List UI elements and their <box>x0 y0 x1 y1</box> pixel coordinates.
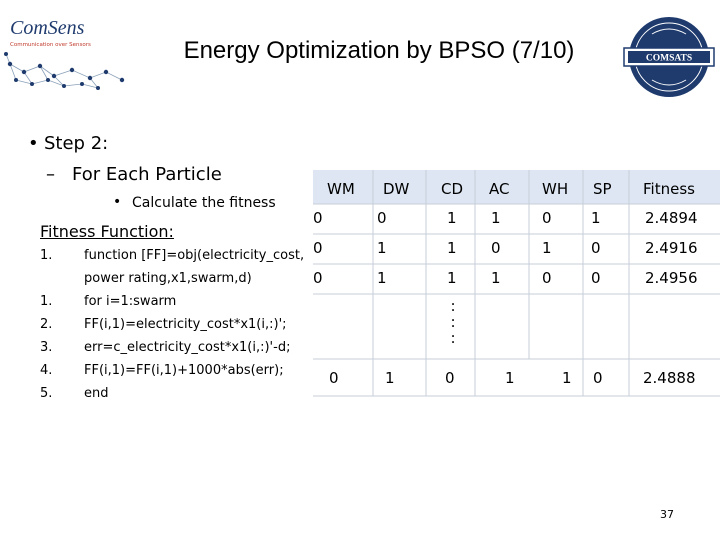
slide-title: Energy Optimization by BPSO (7/10) <box>183 37 575 64</box>
table-cell: 1 <box>542 239 552 257</box>
dash-icon: – <box>46 164 55 185</box>
table-cell: 2.4916 <box>645 239 698 257</box>
code-line-number: 1. <box>40 248 53 263</box>
page-number: 37 <box>660 508 674 521</box>
ellipsis-mark: : <box>450 297 456 315</box>
table-cell: 0 <box>593 369 603 387</box>
particle-table <box>313 170 720 400</box>
step-bullet-item <box>28 133 109 154</box>
table-cell: 1 <box>447 269 457 287</box>
table-cell: 1 <box>491 209 501 227</box>
table-cell: 1 <box>377 239 387 257</box>
code-line: for i=1:swarm <box>84 294 177 309</box>
code-line-number: 4. <box>40 363 53 378</box>
sub-label: For Each Particle <box>72 164 222 185</box>
code-line-number: 2. <box>40 317 53 332</box>
subsub-bullet-item <box>113 194 276 211</box>
table-header-cell: WM <box>327 180 355 198</box>
bullet-icon: • <box>28 133 39 154</box>
table-cell: 0 <box>491 239 501 257</box>
table-cell: 0 <box>313 269 323 287</box>
ellipsis-mark: : <box>450 329 456 347</box>
table-cell: 1 <box>491 269 501 287</box>
table-cell: 2.4956 <box>645 269 698 287</box>
comsats-logo <box>622 14 716 100</box>
table-cell: 1 <box>447 239 457 257</box>
table-cell: 0 <box>313 239 323 257</box>
table-cell: 0 <box>313 209 323 227</box>
code-line: FF(i,1)=FF(i,1)+1000*abs(err); <box>84 363 284 378</box>
table-cell: 2.4894 <box>645 209 698 227</box>
table-header-cell: Fitness <box>643 180 695 198</box>
table-header-cell: AC <box>489 180 510 198</box>
code-line-number: 5. <box>40 386 53 401</box>
subsub-label: Calculate the fitness <box>132 195 276 211</box>
ellipsis-mark: : <box>450 313 456 331</box>
table-header-cell: DW <box>383 180 410 198</box>
step-label: Step 2: <box>44 133 109 154</box>
table-cell: 0 <box>591 239 601 257</box>
table-cell: 1 <box>505 369 515 387</box>
table-ellipsis <box>447 298 459 346</box>
table-cell: 1 <box>377 269 387 287</box>
comsens-tagline: Communication over Sensors <box>10 42 91 48</box>
table-cell: 1 <box>562 369 572 387</box>
table-cell: 1 <box>385 369 395 387</box>
table-cell: 0 <box>542 269 552 287</box>
table-cell: 0 <box>591 269 601 287</box>
table-cell: 0 <box>329 369 339 387</box>
table-cell: 2.4888 <box>643 369 696 387</box>
code-line: function [FF]=obj(electricity_cost, <box>84 248 305 263</box>
code-line: err=c_electricity_cost*x1(i,:)'-d; <box>84 340 291 355</box>
code-line: FF(i,1)=electricity_cost*x1(i,:)'; <box>84 317 287 332</box>
fitness-function-heading: Fitness Function: <box>40 222 174 241</box>
table-cell: 1 <box>591 209 601 227</box>
code-line-number: 1. <box>40 294 53 309</box>
code-line: end <box>84 386 109 401</box>
comsens-logo-text: ComSens <box>10 17 85 39</box>
table-cell: 0 <box>542 209 552 227</box>
comsens-logo <box>2 14 134 92</box>
table-header-cell: CD <box>441 180 464 198</box>
bullet-icon: • <box>113 194 122 210</box>
code-line-number: 3. <box>40 340 53 355</box>
table-header-cell: SP <box>593 180 612 198</box>
table-cell: 0 <box>445 369 455 387</box>
sub-bullet-item <box>46 164 222 185</box>
table-cell: 0 <box>377 209 387 227</box>
comsats-logo-text: COMSATS <box>645 53 693 64</box>
code-line: power rating,x1,swarm,d) <box>84 271 252 286</box>
table-cell: 1 <box>447 209 457 227</box>
table-header-cell: WH <box>542 180 569 198</box>
